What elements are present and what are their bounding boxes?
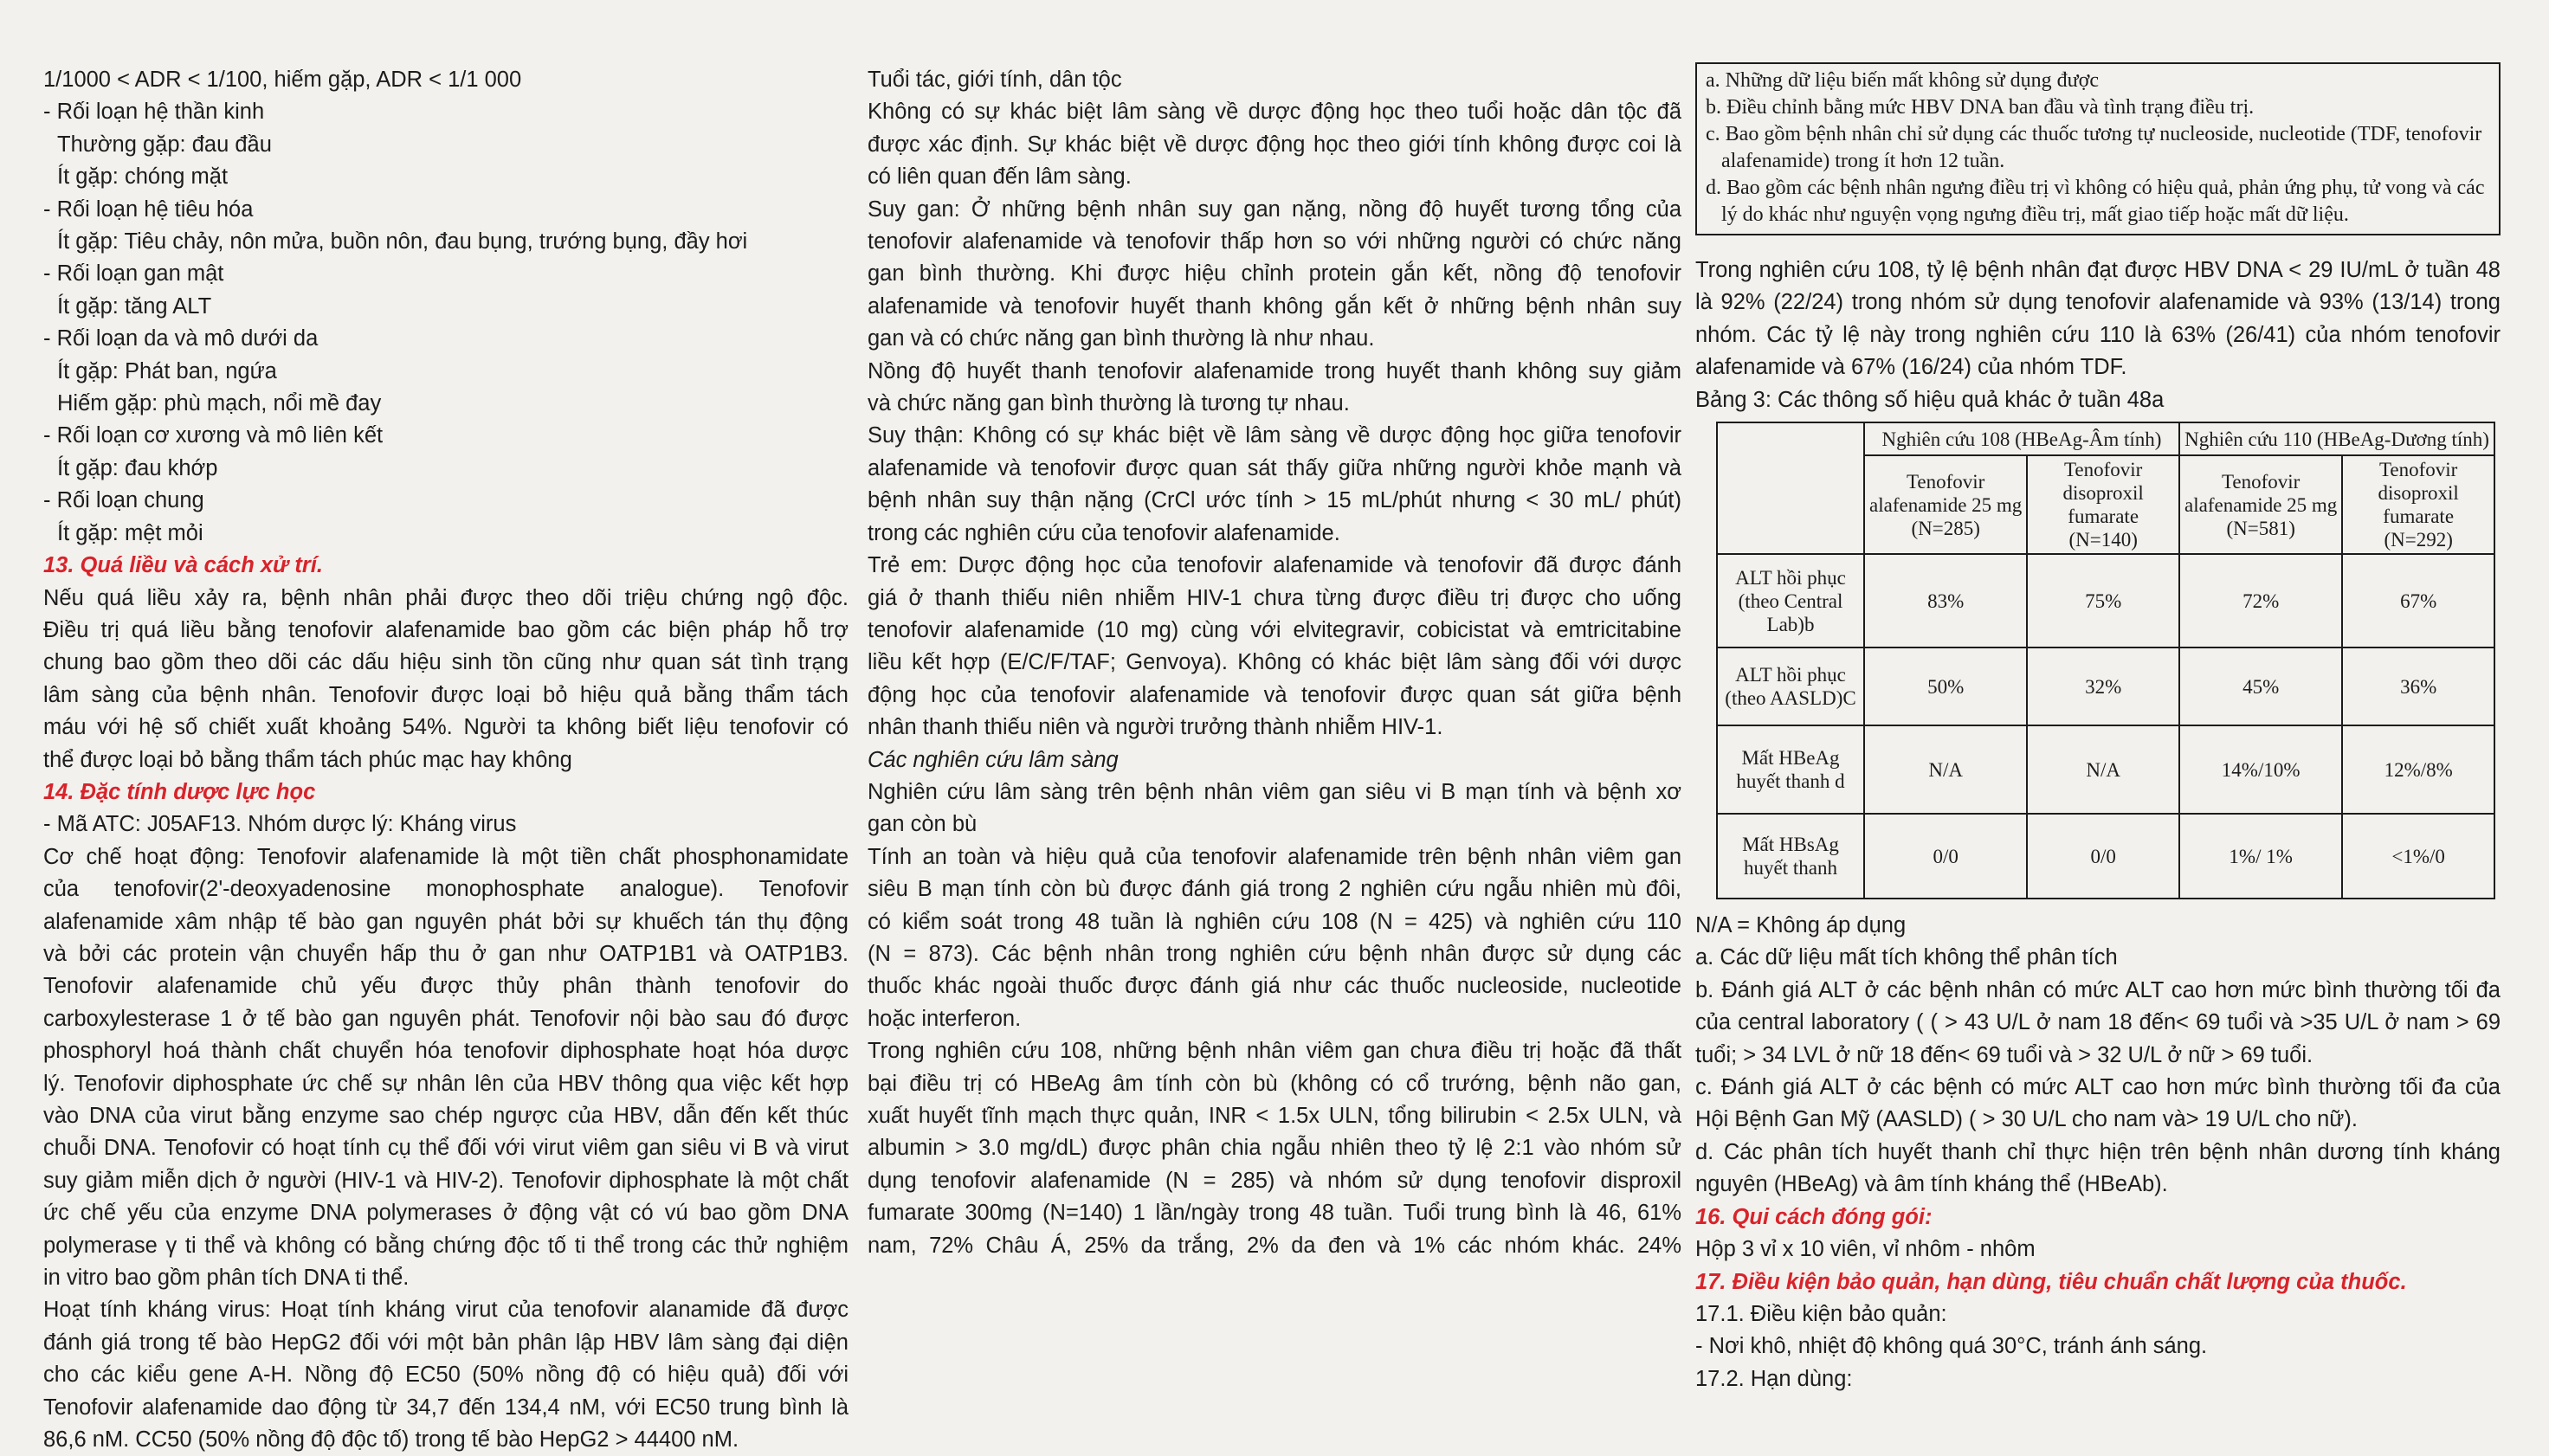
text-line: - Rối loạn hệ thần kinh	[43, 100, 265, 125]
text-line: - Nơi khô, nhiệt độ không quá 30°C, tránh ánh sáng.	[1695, 1334, 2208, 1359]
text-line: - Rối loạn chung	[43, 488, 204, 513]
table-cell: N/A	[1864, 725, 2027, 814]
text-line: của tenofovir(2'-deoxyadenosine monophosphate analogue). Tenofovir	[43, 877, 849, 902]
footnote-line: a. Những dữ liệu biến mất không sử dụng được	[1706, 69, 2099, 92]
table-cell: 75%	[2027, 554, 2179, 647]
text-line: máu với hệ số chiết xuất khoảng 54%. Người ta không biết liệu tenofovir có	[43, 715, 849, 740]
text-line: có kiểm soát trong 48 tuần là nghiên cứu 108 (N = 425) và nghiên cứu 110	[868, 909, 1681, 934]
table-notes-and-sections	[1695, 910, 2501, 1395]
text-line: N/A = Không áp dụng	[1695, 913, 1907, 938]
text-line: Điều trị quá liều bằng tenofovir alafenamide bao gồm các biện pháp hỗ trợ	[43, 617, 849, 642]
text-line: Hội Bệnh Gan Mỹ (AASLD) ( > 30 U/L cho nam và> 19 U/L cho nữ).	[1695, 1107, 2358, 1132]
text-line: c. Đánh giá ALT ở các bệnh có mức ALT cao hơn mức bình thường tối đa của	[1695, 1075, 2501, 1100]
text-line: cho các kiểu gene A-H. Nồng độ EC50 (50% nồng độ có hiệu quả) đối với	[43, 1363, 849, 1388]
footnote-line: b. Điều chỉnh bằng mức HBV DNA ban đầu và tình trạng điều trị.	[1706, 96, 2255, 119]
text-line: giá ở thanh thiếu niên nhiễm HIV-1 chưa từng được điều trị được cho uống	[868, 585, 1681, 610]
text-line: Không có sự khác biệt lâm sàng về dược động học theo tuổi hoặc dân tộc đã	[868, 100, 1681, 125]
text-line: tuổi; > 34 LVL ở nữ 18 đến< 69 tuổi và > 32 U/L ở nữ > 69 tuổi.	[1695, 1042, 2313, 1067]
text-line: Ít gặp: Phát ban, ngứa	[57, 358, 277, 383]
text-line: suy giảm miễn dịch ở người (HIV-1 và HIV-2). Tenofovir diphosphate là một chất	[43, 1168, 849, 1193]
text-line: chuỗi DNA. Tenofovir có hoạt tính cụ thể đối với virut viêm gan siêu vi B và virut	[43, 1136, 849, 1161]
text-line: và chức năng gan bình thường là tương tự nhau.	[868, 391, 1350, 416]
arm-header: Tenofovir disoproxil fumarate (N=140)	[2027, 455, 2179, 554]
table-cell: 14%/10%	[2179, 725, 2342, 814]
text-line: Cơ chế hoạt động: Tenofovir alafenamide là một tiền chất phosphonamidate	[43, 844, 849, 869]
table-cell: N/A	[2027, 725, 2179, 814]
text-line: Tenofovir alafenamide chủ yếu được thủy phân thành tenofovir do	[43, 974, 849, 999]
text-line: nam, 72% Châu Á, 25% da trắng, 2% da đen và 1% các nhóm khác. 24%	[868, 1233, 1681, 1258]
text-line: đánh giá trong tế bào HepG2 đối với một bản phân lập HBV lâm sàng đại diện	[43, 1330, 849, 1355]
table-cell: 67%	[2342, 554, 2494, 647]
text-line: lý. Tenofovir diphosphate ức chế sự nhân lên của HBV thông qua việc kết hợp	[43, 1071, 849, 1096]
table-cell: 0/0	[1864, 814, 2027, 899]
text-line: động học của tenofovir alafenamide và tenofovir được quan sát giữa bệnh	[868, 682, 1681, 707]
text-line: là 92% (22/24) trong nhóm sử dụng tenofovir alafenamide và 93% (13/14) trong	[1695, 290, 2501, 315]
text-line: Ít gặp: Tiêu chảy, nôn mửa, buồn nôn, đau bụng, trướng bụng, đầy hơi	[57, 229, 748, 254]
text-line: Nếu quá liều xảy ra, bệnh nhân phải được theo dõi triệu chứng ngộ độc.	[43, 585, 849, 610]
text-line: Nồng độ huyết thanh tenofovir alafenamide trong huyết thanh không suy giảm	[868, 358, 1681, 383]
arm-header: Tenofovir alafenamide 25 mg (N=285)	[1864, 455, 2027, 554]
study-110-header: Nghiên cứu 110 (HBeAg-Dương tính)	[2179, 422, 2494, 455]
section-heading: 13. Quá liều và cách xử trí.	[43, 553, 323, 578]
table-cell: 32%	[2027, 647, 2179, 725]
text-line: Hộp 3 vỉ x 10 viên, vỉ nhôm - nhôm	[1695, 1237, 2036, 1262]
text-line: và bởi các protein vận chuyển hấp thu ở gan như OATP1B1 và OATP1B3.	[43, 941, 849, 966]
efficacy-table	[1716, 422, 2495, 899]
text-line: có liên quan đến lâm sàng.	[868, 164, 1132, 190]
text-line: dụng tenofovir alafenamide (N = 285) và nhóm sử dụng tenofovir disproxil	[868, 1168, 1681, 1193]
text-line: xuất huyết tĩnh mạch thực quản, INR < 1.5x ULN, tổng bilirubin < 2.5x ULN, và	[868, 1104, 1681, 1128]
table-cell: 50%	[1864, 647, 2027, 725]
row-label: ALT hồi phục (theo Central Lab)b	[1717, 554, 1864, 647]
table-cell: 12%/8%	[2342, 725, 2494, 814]
text-line: liều kết hợp (E/C/F/TAF; Genvoya). Không có khác biệt lâm sàng đối với dược	[868, 650, 1681, 675]
text-line: albumin > 3.0 mg/dL) được phân chia ngẫu nhiên theo tỷ lệ 2:1 vào nhóm sử	[868, 1136, 1681, 1161]
text-line: Hoạt tính kháng virus: Hoạt tính kháng virut của tenofovir alanamide đã được	[43, 1298, 849, 1323]
text-line: fumarate 300mg (N=140) 1 lần/ngày trong 48 tuần. Tuổi trung bình là 46, 61%	[868, 1201, 1681, 1226]
text-line: alafenamide xâm nhập tế bào gan nguyên phát bởi sự khuếch tán thụ động	[43, 909, 849, 934]
text-line: alafenamide và tenofovir được quan sát thấy giữa những người khỏe mạnh và	[868, 455, 1681, 480]
text-line: Tuổi tác, giới tính, dân tộc	[868, 68, 1122, 92]
text-line: ức chế yếu của enzyme DNA polymerases ở động vật có vú bao gồm DNA	[43, 1201, 849, 1226]
text-line: - Rối loạn gan mật	[43, 261, 224, 287]
footnote-line: lý do khác như nguyện vọng ngưng điều trị, mất giao tiếp hoặc mất dữ liệu.	[1721, 203, 2349, 226]
row-label: ALT hồi phục (theo AASLD)C	[1717, 647, 1864, 725]
text-line: Bảng 3: Các thông số hiệu quả khác ở tuần 48a	[1695, 387, 2165, 412]
text-line: gan bình thường. Khi được hiệu chỉnh protein gắn kết, nồng độ tenofovir	[868, 261, 1681, 287]
text-line: siêu B mạn tính còn bù được đánh giá trong 2 nghiên cứu ngẫu nhiên mù đôi,	[868, 877, 1681, 902]
text-line: Ít gặp: chóng mặt	[57, 164, 229, 190]
text-line: nhóm. Các tỷ lệ này trong nghiên cứu 110 là 63% (26/41) của nhóm tenofovir	[1695, 322, 2501, 347]
table-corner	[1717, 422, 1864, 455]
table-cell: <1%/0	[2342, 814, 2494, 899]
text-line: - Rối loạn da và mô dưới da	[43, 326, 319, 351]
text-line: 17.1. Điều kiện bảo quản:	[1695, 1301, 1947, 1326]
table-row	[1717, 647, 2494, 725]
section-heading: 14. Đặc tính dược lực học	[43, 779, 316, 804]
arm-header: Tenofovir alafenamide 25 mg (N=581)	[2179, 455, 2342, 554]
text-line: Trong nghiên cứu 108, những bệnh nhân viêm gan chưa điều trị hoặc đã thất	[868, 1039, 1681, 1064]
table-cell: 83%	[1864, 554, 2027, 647]
text-line: Suy thận: Không có sự khác biệt về lâm sàng về dược động học giữa tenofovir	[868, 423, 1681, 448]
text-line: - Rối loạn cơ xương và mô liên kết	[43, 423, 384, 448]
text-line: Nghiên cứu lâm sàng trên bệnh nhân viêm gan siêu vi B mạn tính và bệnh xơ	[868, 779, 1681, 804]
text-line: Thường gặp: đau đầu	[57, 132, 272, 157]
text-line: alafenamide và tenofovir huyết thanh không gắn kết ở những bệnh nhân suy	[868, 293, 1681, 319]
table-footnotes-box	[1695, 62, 2501, 235]
text-line: Các nghiên cứu lâm sàng	[868, 747, 1119, 772]
text-line: Hiếm gặp: phù mạch, nổi mề đay	[57, 391, 382, 416]
table-cell: 36%	[2342, 647, 2494, 725]
table-row	[1717, 814, 2494, 899]
text-line: trong các nghiên cứu của tenofovir alafenamide.	[868, 520, 1340, 545]
table-cell: 72%	[2179, 554, 2342, 647]
text-line: thuốc khác ngoài thuốc được đánh giá như các thuốc nucleoside, nucleotide	[868, 974, 1681, 999]
table-row	[1717, 554, 2494, 647]
text-line: Ít gặp: đau khớp	[57, 455, 218, 480]
study-108-header: Nghiên cứu 108 (HBeAg-Âm tính)	[1864, 422, 2179, 455]
footnote-line: d. Bao gồm các bệnh nhân ngưng điều trị vì không có hiệu quả, phản ứng phụ, tử vong và các	[1706, 177, 2485, 199]
section-heading: 16. Qui cách đóng gói:	[1695, 1204, 1933, 1229]
column-middle	[868, 64, 1681, 1262]
text-line: bệnh nhân suy thận nặng (CrCl ước tính > 15 mL/phút nhưng < 30 mL/ phút)	[868, 488, 1681, 513]
section-heading: 17. Điều kiện bảo quản, hạn dùng, tiêu chuẩn chất lượng của thuốc.	[1695, 1269, 2407, 1294]
table-corner-lower	[1717, 455, 1864, 554]
column-right	[1695, 64, 2501, 1395]
text-line: thể được loại bỏ bằng thẩm tách phúc mạc hay không	[43, 747, 572, 772]
text-line: b. Đánh giá ALT ở các bệnh nhân có mức ALT cao hơn mức bình thường tối đa	[1695, 977, 2501, 1002]
table-row	[1717, 725, 2494, 814]
table-cell: 45%	[2179, 647, 2342, 725]
text-line: Trong nghiên cứu 108, tỷ lệ bệnh nhân đạt được HBV DNA < 29 IU/mL ở tuần 48	[1695, 258, 2501, 282]
table-cell: 0/0	[2027, 814, 2179, 899]
text-line: lâm sàng của bệnh nhân. Tenofovir được loại bỏ hiệu quả bằng thẩm tách	[43, 682, 849, 707]
text-line: được xác định. Sự khác biệt về dược động học theo giới tính không được coi là	[868, 132, 1681, 157]
text-line: tenofovir alafenamide và tenofovir thấp hơn so với những người có chức năng	[868, 229, 1681, 254]
text-line: Tính an toàn và hiệu quả của tenofovir alafenamide trên bệnh nhân viêm gan	[868, 844, 1681, 869]
text-line: 86,6 nM. CC50 (50% nồng độ độc tố) trong tế bào HepG2 > 44400 nM.	[43, 1427, 739, 1453]
text-line: d. Các phân tích huyết thanh chỉ thực hiện trên bệnh nhân dương tính kháng	[1695, 1139, 2501, 1164]
row-label: Mất HBeAg huyết thanh d	[1717, 725, 1864, 814]
text-line: bại điều trị có HBeAg âm tính còn bù (không có cổ trướng, bệnh não gan,	[868, 1071, 1681, 1096]
text-line: hoặc interferon.	[868, 1006, 1022, 1031]
text-line: alafenamide và 67% (16/24) của nhóm TDF.	[1695, 355, 2127, 380]
text-line: Ít gặp: tăng ALT	[57, 293, 212, 319]
text-line: nguyên (HBeAg) và âm tính kháng thể (HBeAb).	[1695, 1172, 2168, 1197]
row-label: Mất HBsAg huyết thanh	[1717, 814, 1864, 899]
text-line: - Mã ATC: J05AF13. Nhóm dược lý: Kháng virus	[43, 812, 517, 837]
text-line: - Rối loạn hệ tiêu hóa	[43, 196, 254, 222]
text-line: (N = 873). Các bệnh nhân trong nghiên cứu bệnh nhân được sử dụng các	[868, 941, 1681, 966]
text-line: Tenofovir alafenamide dao động từ 34,7 đến 134,4 nM, với EC50 trung bình là	[43, 1395, 849, 1420]
text-line: nhân thanh thiếu niên và người trưởng thành nhiễm HIV-1.	[868, 715, 1443, 740]
text-line: Trẻ em: Dược động học của tenofovir alafenamide và tenofovir đã được đánh	[868, 553, 1681, 578]
text-line: của central laboratory ( ( > 43 U/L ở nam 18 đến< 69 tuổi và >35 U/L ở nam > 69	[1695, 1010, 2501, 1035]
table-cell: 1%/ 1%	[2179, 814, 2342, 899]
column-left	[43, 64, 849, 1456]
text-line: Suy gan: Ở những bệnh nhân suy gan nặng, nồng độ huyết tương tổng của	[868, 196, 1681, 222]
text-line: gan và có chức năng gan bình thường là như nhau.	[868, 326, 1375, 351]
footnote-line: c. Bao gồm bệnh nhân chỉ sử dụng các thuốc tương tự nucleoside, nucleotide (TDF, tenofovir	[1706, 123, 2482, 145]
arm-header: Tenofovir disoproxil fumarate (N=292)	[2342, 455, 2494, 554]
text-line: chung bao gồm theo dõi các dấu hiệu sinh tồn cũng như quan sát tình trạng	[43, 650, 849, 675]
text-line: tenofovir alafenamide (10 mg) cùng với elvitegravir, cobicistat và emtricitabine	[868, 617, 1681, 642]
text-line: vào DNA của virut bằng enzyme sao chép ngược của HBV, dẫn đến kết thúc	[43, 1104, 849, 1128]
text-line: Ít gặp: mệt mỏi	[57, 520, 203, 545]
efficacy-paragraph	[1695, 254, 2501, 416]
text-line: 1/1000 < ADR < 1/100, hiếm gặp, ADR < 1/1 000	[43, 68, 522, 92]
text-line: a. Các dữ liệu mất tích không thể phân tích	[1695, 945, 2118, 970]
text-line: 17.2. Hạn dùng:	[1695, 1366, 1853, 1391]
text-line: polymerase γ ti thể và không có bằng chứng độc tố ti thể trong các thử nghiệm	[43, 1233, 849, 1258]
text-line: phosphoryl hoá thành chất chuyển hóa tenofovir diphosphate hoạt hóa dược	[43, 1039, 849, 1064]
text-line: carboxylesterase 1 ở tế bào gan nguyên phát. Tenofovir nội bào sau đó được	[43, 1006, 849, 1031]
footnote-line: alafenamide) trong ít hơn 12 tuần.	[1721, 150, 2005, 172]
text-line: in vitro bao gồm phân tích DNA ti thể.	[43, 1266, 410, 1291]
text-line: gan còn bù	[868, 812, 978, 837]
